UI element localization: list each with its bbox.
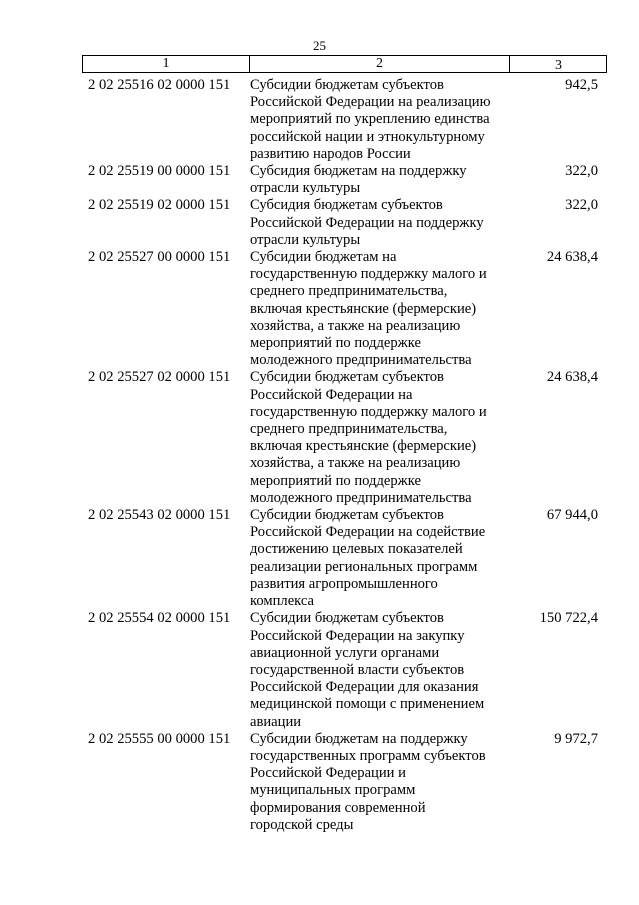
row-amount: 24 638,4 [546, 369, 598, 386]
description-line: молодежного предпринимательства [250, 352, 472, 369]
page-number: 25 [313, 38, 326, 53]
description-line: Субсидии бюджетам на [250, 249, 397, 266]
description-line: государственных программ субъектов [250, 747, 486, 764]
description-line: авиационной услуги органами [250, 644, 440, 661]
budget-code: 2 02 25516 02 0000 151 [88, 77, 231, 93]
description-line: хозяйства, а также на реализацию [250, 317, 461, 334]
table-row [0, 369, 639, 507]
row-description [250, 610, 505, 730]
description-line: муниципальных программ [250, 782, 416, 799]
description-line: развитию народов России [250, 145, 411, 162]
row-amount: 322,0 [565, 163, 598, 180]
description-line: государственной власти субъектов [250, 661, 465, 678]
row-description [250, 507, 505, 610]
description-line: хозяйства, а также на реализацию [250, 455, 461, 472]
description-line: формирования современной [250, 799, 426, 816]
table-row [0, 163, 639, 197]
row-amount: 150 722,4 [539, 610, 598, 627]
description-line: Российской Федерации на поддержку [250, 214, 484, 231]
description-line: достижению целевых показателей [250, 541, 463, 558]
description-line: среднего предпринимательства, [250, 421, 448, 438]
description-line: комплекса [250, 593, 315, 610]
description-line: Субсидии бюджетам субъектов [250, 507, 444, 524]
budget-code: 2 02 25527 02 0000 151 [88, 369, 231, 386]
description-line: государственную поддержку малого и [250, 403, 487, 420]
description-line: медицинской помощи с применением [250, 696, 485, 713]
description-line: Российской Федерации на закупку [250, 627, 465, 644]
row-amount: 67 944,0 [546, 507, 598, 524]
budget-code: 2 02 25554 02 0000 151 [88, 610, 231, 627]
header-col-3: 3 [509, 56, 607, 72]
description-line: государственную поддержку малого и [250, 266, 487, 283]
row-description [250, 163, 505, 197]
description-line: Субсидия бюджетам субъектов [250, 197, 443, 214]
description-line: Российской Федерации на реализацию [250, 94, 491, 111]
header-col-2: 2 [249, 56, 509, 72]
row-description [250, 731, 505, 834]
description-line: развития агропромышленного [250, 575, 438, 592]
description-line: реализации региональных программ [250, 558, 478, 575]
budget-code: 2 02 25543 02 0000 151 [88, 507, 231, 524]
header-col-1: 1 [162, 56, 170, 71]
table-row [0, 610, 639, 730]
row-description [250, 77, 505, 163]
budget-code: 2 02 25555 00 0000 151 [88, 730, 231, 747]
table-row [0, 731, 639, 834]
description-line: Субсидии бюджетам на поддержку [250, 730, 468, 747]
description-line: Субсидия бюджетам на поддержку [250, 163, 467, 180]
description-line: авиации [250, 713, 302, 730]
description-line: городской среды [250, 816, 354, 833]
budget-code: 2 02 25519 00 0000 151 [88, 163, 231, 180]
description-line: среднего предпринимательства, [250, 283, 448, 300]
description-line: российской нации и этнокультурному [250, 128, 485, 145]
row-description [250, 369, 505, 507]
description-line: Российской Федерации на [250, 386, 413, 403]
description-line: мероприятий по поддержке [250, 472, 421, 489]
row-description [250, 249, 505, 369]
row-description [250, 197, 505, 249]
budget-code: 2 02 25519 02 0000 151 [88, 197, 231, 214]
table-row [0, 77, 639, 163]
table-body [0, 77, 639, 834]
row-amount: 322,0 [565, 197, 598, 214]
table-row [0, 507, 639, 610]
row-amount: 9 972,7 [554, 730, 598, 747]
description-line: молодежного предпринимательства [250, 489, 472, 506]
description-line: Субсидии бюджетам субъектов [250, 77, 444, 93]
description-line: мероприятий по поддержке [250, 335, 421, 352]
table-header-row [82, 55, 607, 73]
budget-code: 2 02 25527 00 0000 151 [88, 249, 231, 266]
row-amount: 24 638,4 [546, 249, 598, 266]
table-row [0, 197, 639, 249]
description-line: Российской Федерации для оказания [250, 679, 479, 696]
description-line: Российской Федерации на содействие [250, 524, 486, 541]
row-amount: 942,5 [565, 77, 598, 93]
description-line: включая крестьянские (фермерские) [250, 300, 477, 317]
table-row [0, 249, 639, 369]
description-line: Субсидии бюджетам субъектов [250, 610, 444, 627]
description-line: мероприятий по укреплению единства [250, 111, 490, 128]
description-line: отрасли культуры [250, 180, 361, 197]
description-line: отрасли культуры [250, 231, 361, 248]
description-line: Субсидии бюджетам субъектов [250, 369, 444, 386]
description-line: Российской Федерации и [250, 765, 406, 782]
description-line: включая крестьянские (фермерские) [250, 438, 477, 455]
